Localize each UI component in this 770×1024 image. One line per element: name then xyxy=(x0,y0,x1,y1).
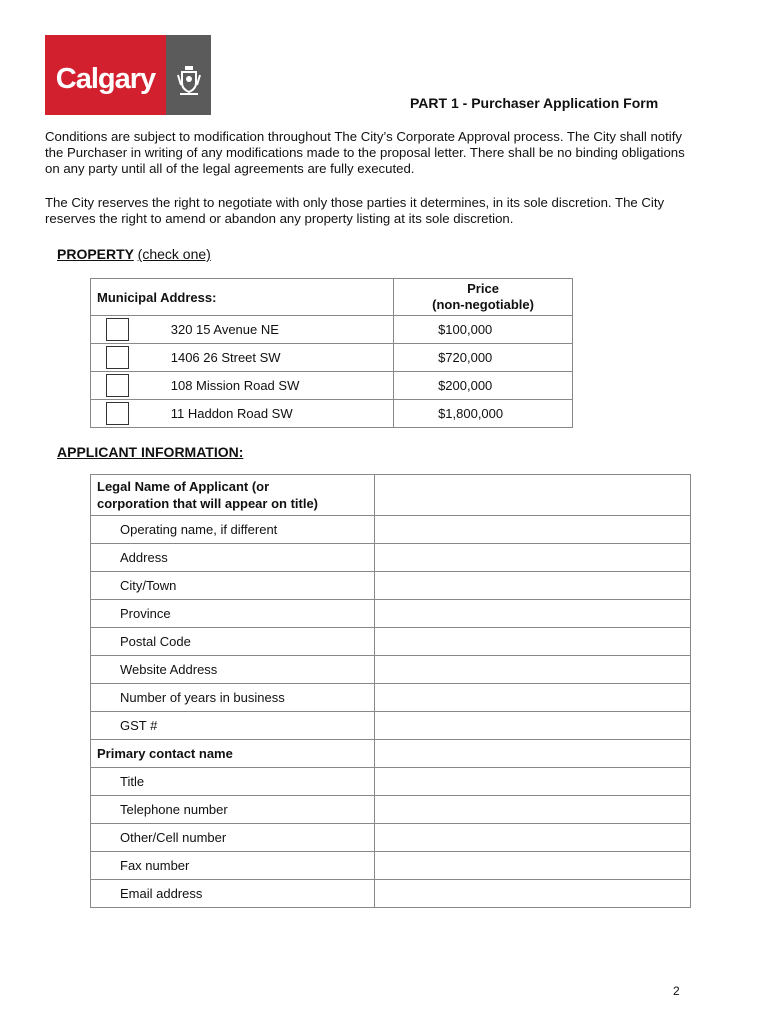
table-row xyxy=(91,572,691,600)
table-row xyxy=(91,796,691,824)
field-label: Province xyxy=(91,600,375,628)
table-row xyxy=(91,712,691,740)
logo-wordmark: Calgary xyxy=(45,35,166,115)
province-field[interactable] xyxy=(375,605,694,622)
table-row xyxy=(91,516,691,544)
primary-contact-label: Primary contact name xyxy=(91,740,375,768)
website-field[interactable] xyxy=(375,661,694,678)
property-checkbox[interactable] xyxy=(106,402,129,425)
postal-code-field[interactable] xyxy=(375,633,694,650)
legal-name-field[interactable] xyxy=(375,487,694,504)
field-label: Postal Code xyxy=(91,628,375,656)
gst-field[interactable] xyxy=(375,717,694,734)
table-row xyxy=(91,600,691,628)
field-label: Website Address xyxy=(91,656,375,684)
property-table xyxy=(90,278,573,428)
fax-field[interactable] xyxy=(375,857,694,874)
table-row xyxy=(91,684,691,712)
address-field[interactable] xyxy=(375,549,694,566)
email-field[interactable] xyxy=(375,885,694,902)
price-header-line2: (non-negotiable) xyxy=(432,297,534,312)
price-column-header xyxy=(394,279,573,316)
applicant-heading xyxy=(57,444,243,460)
field-label: Fax number xyxy=(91,852,375,880)
field-label: Operating name, if different xyxy=(91,516,375,544)
primary-contact-field[interactable] xyxy=(375,745,694,762)
property-price: $200,000 xyxy=(394,372,573,400)
property-row xyxy=(91,316,573,344)
property-heading-label: PROPERTY xyxy=(57,246,134,262)
property-checkbox[interactable] xyxy=(106,318,129,341)
property-table-header xyxy=(91,279,573,316)
telephone-field[interactable] xyxy=(375,801,694,818)
reservation-paragraph: The City reserves the right to negotiate with only those parties it determines, in its sole discretion. The City reserves the right to amend or abandon any property listing at its sole discretion. xyxy=(45,195,665,226)
property-price: $100,000 xyxy=(394,316,573,344)
legal-name-label-line1: Legal Name of Applicant (or xyxy=(97,479,270,494)
legal-name-label xyxy=(91,475,375,516)
property-row xyxy=(91,372,573,400)
city-field[interactable] xyxy=(375,577,694,594)
conditions-paragraph: Conditions are subject to modification throughout The City’s Corporate Approval process. The City shall notify the Purchaser in writing of any modifications made to the proposal letter. There shall be no binding obligations on any party until all of the legal agreements are fully executed. xyxy=(45,129,685,176)
field-label: Other/Cell number xyxy=(91,824,375,852)
property-row xyxy=(91,400,573,428)
property-address: 1406 26 Street SW xyxy=(145,344,394,372)
price-header-line1: Price xyxy=(467,281,499,296)
legal-name-label-line2: corporation that will appear on title) xyxy=(97,496,319,511)
property-price: $720,000 xyxy=(394,344,573,372)
property-price: $1,800,000 xyxy=(394,400,573,428)
table-row xyxy=(91,880,691,908)
title-field[interactable] xyxy=(375,773,694,790)
field-label: Number of years in business xyxy=(91,684,375,712)
table-row xyxy=(91,544,691,572)
property-row xyxy=(91,344,573,372)
field-label: Telephone number xyxy=(91,796,375,824)
coat-of-arms-icon xyxy=(166,35,211,115)
page-number: 2 xyxy=(673,984,680,998)
field-label: Title xyxy=(91,768,375,796)
property-heading xyxy=(57,246,211,262)
property-checkbox[interactable] xyxy=(106,374,129,397)
field-label: Address xyxy=(91,544,375,572)
table-row xyxy=(91,852,691,880)
property-address: 320 15 Avenue NE xyxy=(145,316,394,344)
address-column-header: Municipal Address: xyxy=(91,279,394,316)
table-row xyxy=(91,475,691,516)
cell-number-field[interactable] xyxy=(375,829,694,846)
property-address: 108 Mission Road SW xyxy=(145,372,394,400)
property-heading-note: (check one) xyxy=(137,246,211,262)
table-row xyxy=(91,740,691,768)
table-row xyxy=(91,656,691,684)
table-row xyxy=(91,824,691,852)
calgary-logo xyxy=(45,35,211,115)
years-in-business-field[interactable] xyxy=(375,689,694,706)
field-label: GST # xyxy=(91,712,375,740)
form-title: PART 1 - Purchaser Application Form xyxy=(410,95,659,111)
operating-name-field[interactable] xyxy=(375,521,694,538)
table-row xyxy=(91,628,691,656)
property-checkbox[interactable] xyxy=(106,346,129,369)
field-label: Email address xyxy=(91,880,375,908)
applicant-heading-label: APPLICANT INFORMATION: xyxy=(57,444,244,460)
table-row xyxy=(91,768,691,796)
applicant-table xyxy=(90,474,691,908)
field-label: City/Town xyxy=(91,572,375,600)
property-address: 11 Haddon Road SW xyxy=(145,400,394,428)
